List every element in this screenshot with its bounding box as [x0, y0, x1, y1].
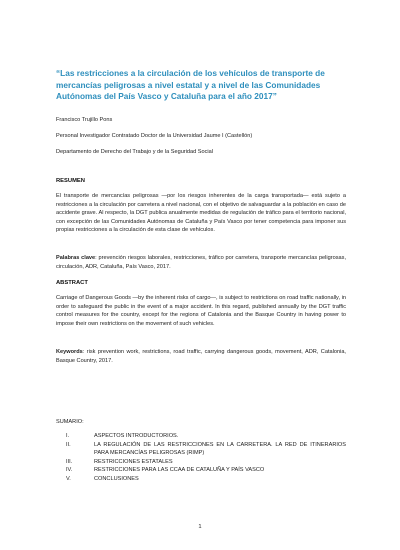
toc-item	[56, 475, 346, 484]
toc-item	[56, 458, 346, 467]
keywords-text-es: : prevención riesgos laborales, restricciones, tráfico por carretera, transporte mercancías peligrosas, circulación, ADR, Cataluña, País Vasco, 2017.	[56, 255, 346, 270]
toc-item-text: CONCLUSIONES	[94, 475, 139, 482]
toc-item-number: II.	[66, 441, 71, 448]
toc-item-text: RESTRICCIONES ESTATALES	[94, 458, 173, 465]
toc-item-number: I.	[66, 433, 70, 439]
toc-item-number: III.	[66, 458, 73, 465]
keywords-label-es: Palabras clave	[56, 255, 96, 261]
toc-item	[56, 441, 346, 458]
author-department: Departamento de Derecho del Trabajo y de la Seguridad Social	[56, 149, 214, 155]
toc-item-number: V.	[66, 475, 71, 482]
toc-item	[56, 432, 346, 441]
author-affiliation: Personal Investigador Contratado Doctor de la Universidad Jaume I (Castellón)	[56, 133, 253, 139]
table-of-contents	[56, 432, 346, 484]
resumen-body: El transporte de mercancías peligrosas —por los riesgos inherentes de la carga transportada— está sujeto a restricciones a la circulación por carretera a nivel nacional, con el objetivo de salvaguardar a la población en caso de accidente grave. Al respecto, la DGT publica anualmente medidas de regulación de tráfico para el territorio nacional, con excepción de las Comunidades Autónomas de Cataluña y País Vasco por tener competencia para imponer sus propias restricciones a la circulación de esta clase de vehículos.	[56, 193, 346, 234]
abstract-heading: ABSTRACT	[56, 280, 88, 286]
toc-item	[56, 466, 346, 475]
keywords-text-en: : risk prevention work, restrictions, road traffic, carrying dangerous goods, movement, ADR, Catalonia, Basque Country, 2017.	[56, 349, 346, 364]
toc-item-text: ASPECTOS INTRODUCTORIOS.	[94, 433, 179, 439]
page-number: 1	[198, 524, 202, 530]
toc-item-text: RESTRICCIONES PARA LAS CCAA DE CATALUÑA Y PAÍS VASCO	[94, 467, 265, 474]
abstract-body: Carriage of Dangerous Goods —by the inherent risks of cargo—, is subject to restrictions on road traffic nationally, in order to safeguard the public in the event of a major accident. In this regard, published annually by the DGT traffic control measures for the country, except for the regions of Catalonia and the Basque Country in having power to impose their own restrictions on the movement of such vehicles.	[56, 295, 346, 327]
resumen-keywords	[56, 254, 346, 271]
keywords-label-en: Keywords	[56, 349, 83, 355]
abstract-keywords	[56, 348, 346, 365]
resumen-heading: RESUMEN	[56, 178, 85, 184]
sumario-heading: SUMARIO:	[56, 419, 84, 425]
paper-title: “Las restricciones a la circulación de los vehículos de transporte de mercancías peligrosas a nivel estatal y a nivel de las Comunidades Autónomas del País Vasco y Cataluña para el año 2017”	[56, 68, 325, 101]
author-name: Francisco Trujillo Pons	[56, 117, 113, 123]
toc-item-number: IV.	[66, 467, 73, 474]
toc-item-text: LA REGULACIÓN DE LAS RESTRICCIONES EN LA CARRETERA. LA RED DE ITINERARIOS PARA MERCANCÍAS PELIGROSAS (RIMP)	[94, 441, 346, 457]
